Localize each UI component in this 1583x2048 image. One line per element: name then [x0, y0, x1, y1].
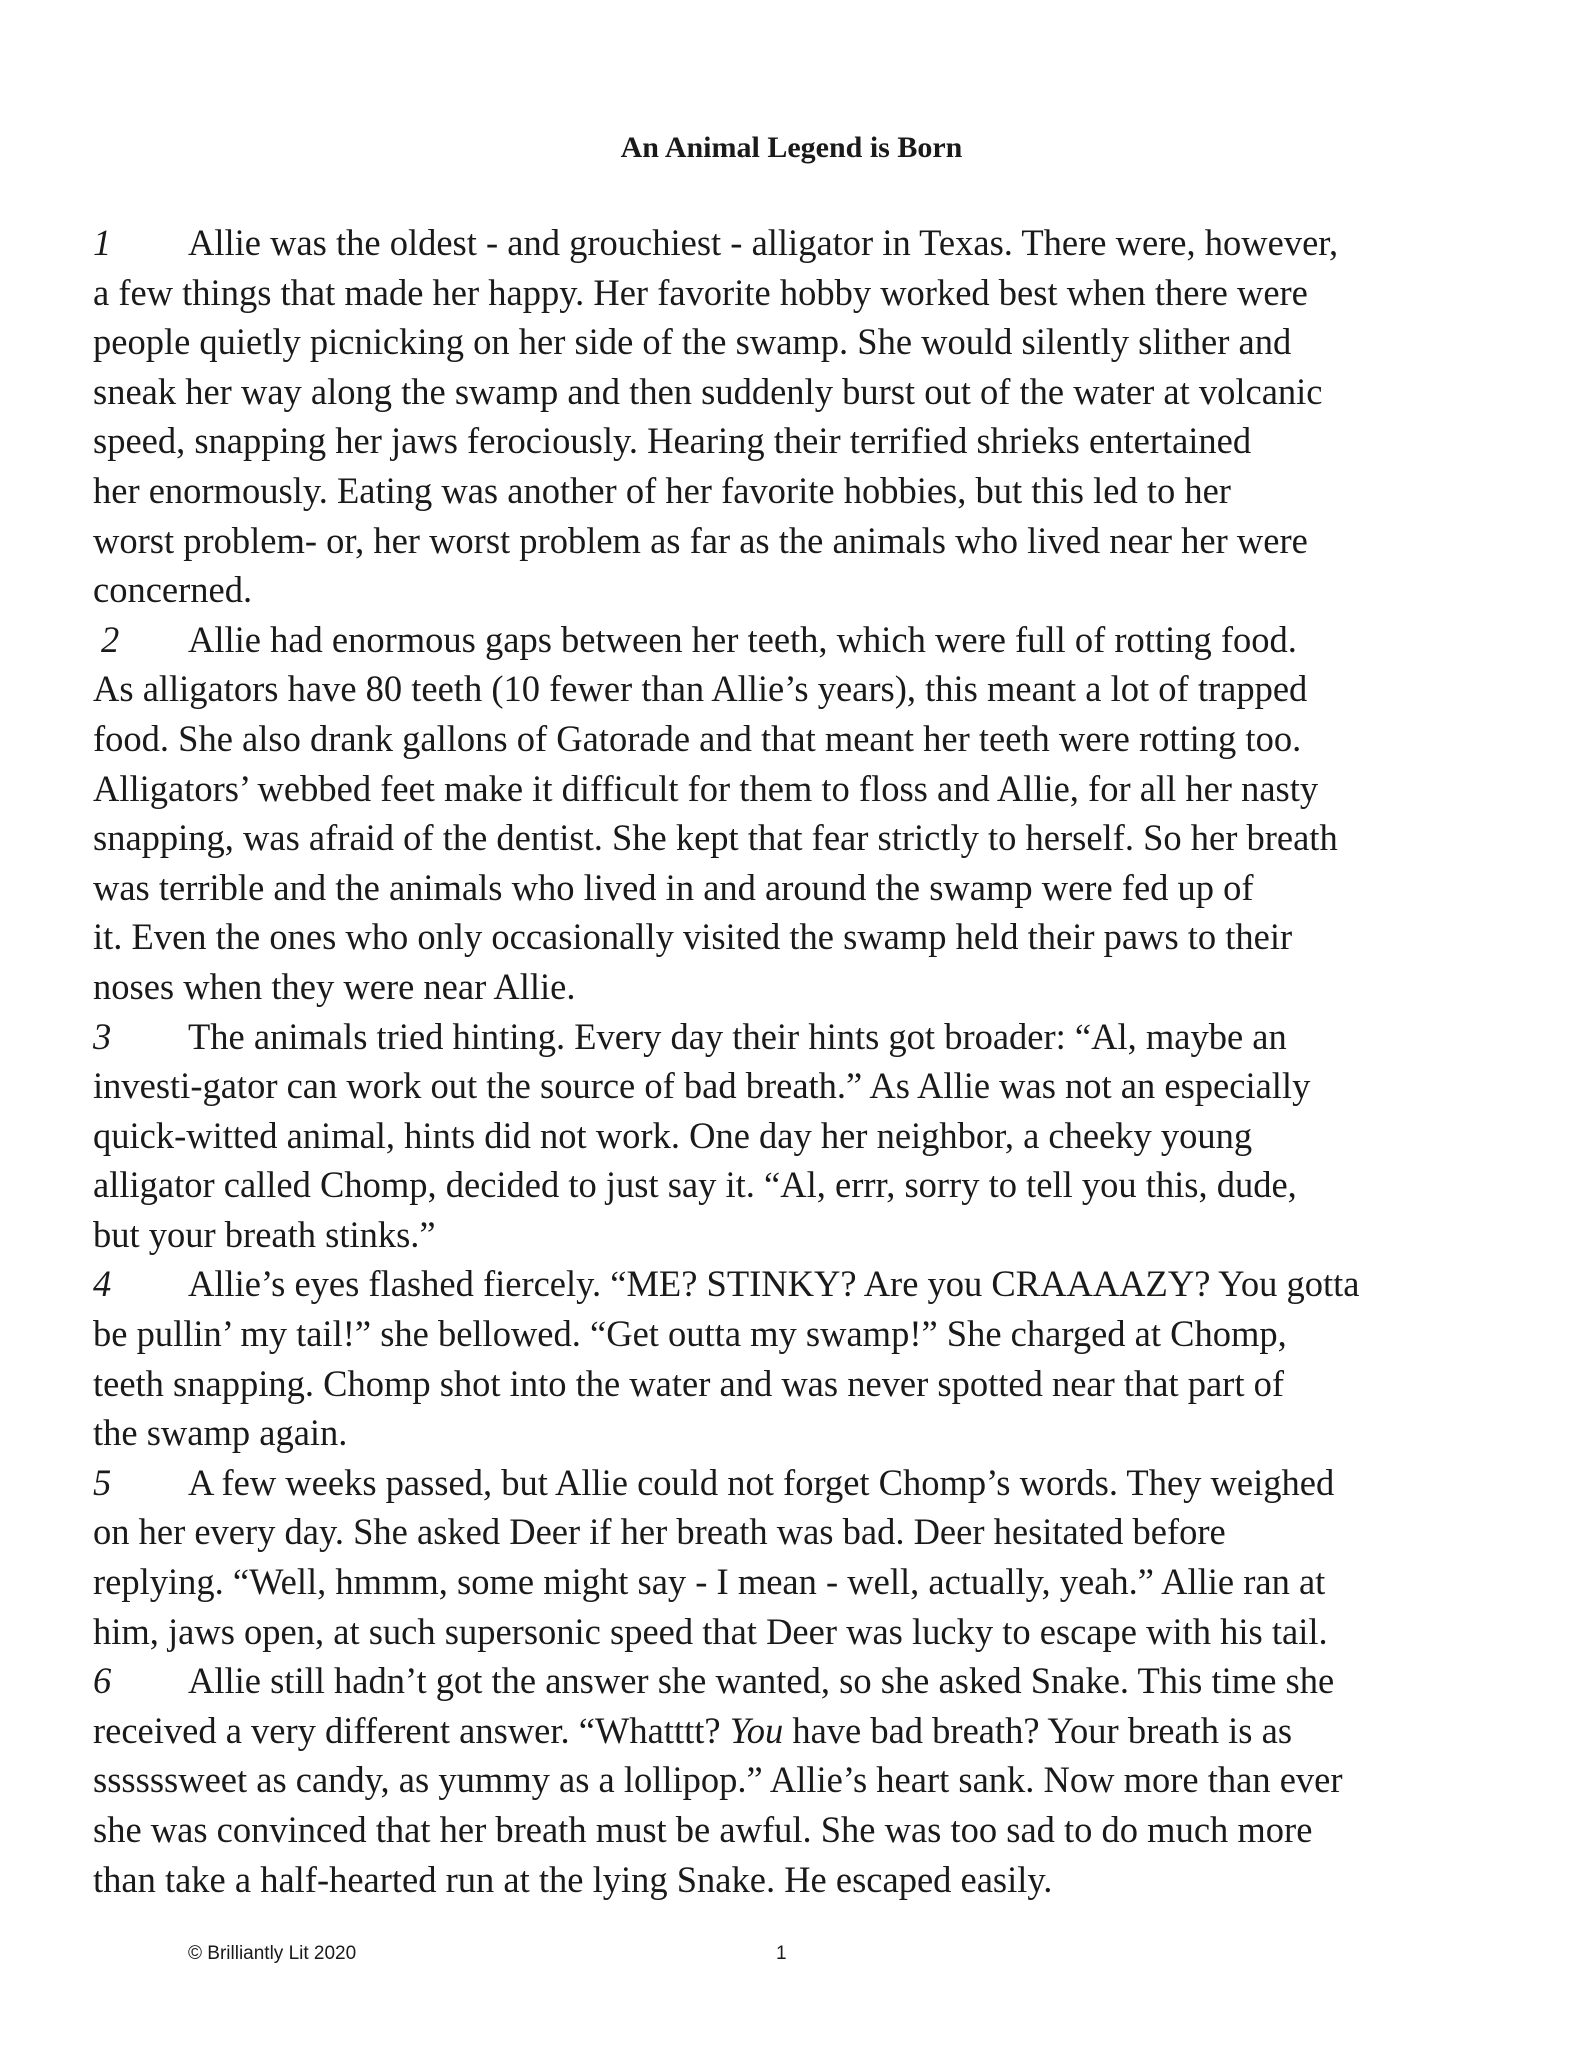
- document-title: An Animal Legend is Born: [620, 131, 963, 164]
- paragraph-line: quick-witted animal, hints did not work. One day her neighbor, a cheeky young: [93, 1114, 1253, 1156]
- paragraph-line: worst problem- or, her worst problem as far as the animals who lived near her were: [93, 519, 1308, 561]
- paragraph-number: 1: [93, 222, 112, 263]
- paragraph-line: a few things that made her happy. Her favorite hobby worked best when there were: [93, 271, 1308, 313]
- paragraph-1: [93, 218, 1503, 615]
- paragraph-line: be pullin’ my tail!” she bellowed. “Get outta my swamp!” She charged at Chomp,: [93, 1313, 1287, 1355]
- copyright-footer: © Brilliantly Lit 2020: [188, 1943, 357, 1964]
- paragraph-line: than take a half-hearted run at the lying Snake. He escaped easily.: [93, 1858, 1053, 1900]
- paragraph-line: noses when they were near Allie.: [93, 965, 576, 1007]
- paragraph-line: 3 The animals tried hinting. Every day their hints got broader: “Al, maybe an: [93, 1012, 1503, 1062]
- paragraph-line: teeth snapping. Chomp shot into the water and was never spotted near that part of: [93, 1362, 1285, 1404]
- paragraph-3: [93, 1012, 1503, 1260]
- paragraph-line: replying. “Well, hmmm, some might say - I mean - well, actually, yeah.” Allie ran at: [93, 1561, 1326, 1603]
- paragraph-line: investi-gator can work out the source of bad breath.” As Allie was not an especially: [93, 1065, 1311, 1107]
- paragraph-line: Alligators’ webbed feet make it difficult for them to floss and Allie, for all her nasty: [93, 767, 1319, 809]
- paragraph-line: people quietly picnicking on her side of the swamp. She would silently slither and: [93, 321, 1292, 363]
- paragraph-line: it. Even the ones who only occasionally visited the swamp held their paws to their: [93, 916, 1293, 958]
- paragraph-line: speed, snapping her jaws ferociously. Hearing their terrified shrieks entertained: [93, 420, 1252, 462]
- paragraph-line: she was convinced that her breath must be awful. She was too sad to do much more: [93, 1809, 1313, 1850]
- paragraph-number: 5: [93, 1461, 112, 1503]
- paragraph-line: sneak her way along the swamp and then suddenly burst out of the water at volcanic: [93, 370, 1323, 412]
- paragraph-line: her enormously. Eating was another of her favorite hobbies, but this led to her: [93, 469, 1231, 511]
- paragraph-6: [93, 1656, 1503, 1904]
- paragraph-number: 2: [101, 618, 120, 660]
- paragraph-number: 6: [93, 1660, 112, 1702]
- paragraph-line: was terrible and the animals who lived in and around the swamp were fed up of: [93, 866, 1254, 908]
- paragraph-line: concerned.: [93, 569, 253, 611]
- paragraph-line: 1 Allie was the oldest - and grouchiest - alligator in Texas. There were, however,: [93, 218, 1503, 268]
- paragraph-line: the swamp again.: [93, 1412, 348, 1454]
- paragraph-line: 2 Allie had enormous gaps between her teeth, which were full of rotting food.: [93, 615, 1503, 665]
- story-body: [93, 218, 1503, 1904]
- paragraph-line: but your breath stinks.”: [93, 1213, 436, 1255]
- paragraph-line: him, jaws open, at such supersonic speed that Deer was lucky to escape with his tail.: [93, 1610, 1328, 1652]
- paragraph-line: on her every day. She asked Deer if her breath was bad. Deer hesitated before: [93, 1511, 1226, 1553]
- paragraph-line: 4 Allie’s eyes flashed fiercely. “ME? STINKY? Are you CRAAAAZY? You gotta: [93, 1259, 1503, 1309]
- page-number: 1: [776, 1943, 787, 1964]
- paragraph-4: [93, 1259, 1503, 1457]
- paragraph-number: 4: [93, 1263, 112, 1305]
- paragraph-line: 5 A few weeks passed, but Allie could not forget Chomp’s words. They weighed: [93, 1458, 1503, 1508]
- paragraph-line: food. She also drank gallons of Gatorade and that meant her teeth were rotting too.: [93, 717, 1302, 759]
- paragraph-line: 6 Allie still hadn’t got the answer she wanted, so she asked Snake. This time she: [93, 1656, 1503, 1706]
- paragraph-line: alligator called Chomp, decided to just say it. “Al, errr, sorry to tell you this, dude,: [93, 1164, 1297, 1206]
- paragraph-2: [93, 615, 1503, 1012]
- emphasis-you: You: [729, 1709, 784, 1751]
- paragraph-line: received a very different answer. “Whatttt? You have bad breath? Your breath is as: [93, 1709, 1293, 1751]
- paragraph-line: As alligators have 80 teeth (10 fewer than Allie’s years), this meant a lot of trapped: [93, 668, 1308, 710]
- paragraph-line: snapping, was afraid of the dentist. She kept that fear strictly to herself. So her breath: [93, 817, 1338, 859]
- paragraph-line: ssssssweet as candy, as yummy as a lollipop.” Allie’s heart sank. Now more than ever: [93, 1759, 1343, 1801]
- paragraph-5: [93, 1458, 1503, 1656]
- paragraph-number: 3: [93, 1015, 112, 1057]
